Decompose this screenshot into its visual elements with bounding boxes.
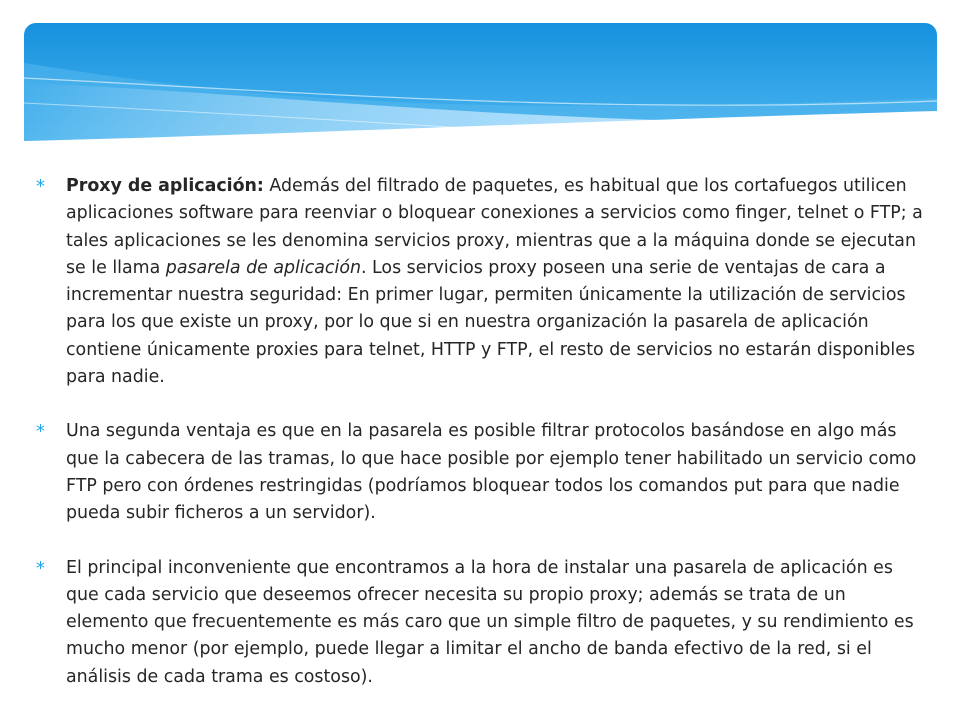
bullet-italic-term: pasarela de aplicación [165,257,361,278]
bullet-term: Proxy de aplicación: [66,176,264,196]
bullet-segunda-ventaja [36,418,926,527]
bullet-marker: * [36,176,45,197]
bullet-marker: * [36,421,45,443]
bullet-inconveniente [36,555,926,691]
bullet-text: El principal inconveniente que encontramos a la hora de instalar una pasarela de aplicación es que cada servicio que deseemos ofrecer necesita su propio proxy; además se trata de un elemento que frecuentemente es más caro que un simple filtro de paquetes, y su rendimiento es mucho menor (por ejemplo, puede llegar a limitar el ancho de banda efectivo de la red, si el análisis de cada trama es costoso). [66,557,914,687]
slide-content [36,173,926,718]
bullet-proxy-aplicacion [36,173,926,391]
bullet-text: Además del filtrado de paquetes, es habitual que los cortafuegos utilicen aplicaciones software para reenviar o bloquear conexiones a servicios como finger, telnet o FTP; a tales aplicaciones se les denomina servicios proxy, mientras que a la máquina donde se ejecutan se le llama [66,176,923,278]
header-banner [24,23,937,163]
bullet-marker: * [36,557,45,579]
banner-graphic [24,23,937,163]
bullet-text: Una segunda ventaja es que en la pasarela es posible filtrar protocolos basándose en algo más que la cabecera de las tramas, lo que hace posible por ejemplo tener habilitado un servicio como FTP pero con órdenes restringidas (podríamos bloquear todos los comandos put para que nadie pueda subir ficheros a un servidor). [66,421,917,524]
bullet-text-cont: . Los servicios proxy poseen una serie de ventajas de cara a incrementar nuestra seguridad: En primer lugar, permiten únicamente la utilización de servicios para los que existe un proxy, por lo que si en nuestra organización la pasarela de aplicación contiene únicamente proxies para telnet, HTTP y FTP, el resto de servicios no estarán disponibles para nadie. [66,257,916,388]
